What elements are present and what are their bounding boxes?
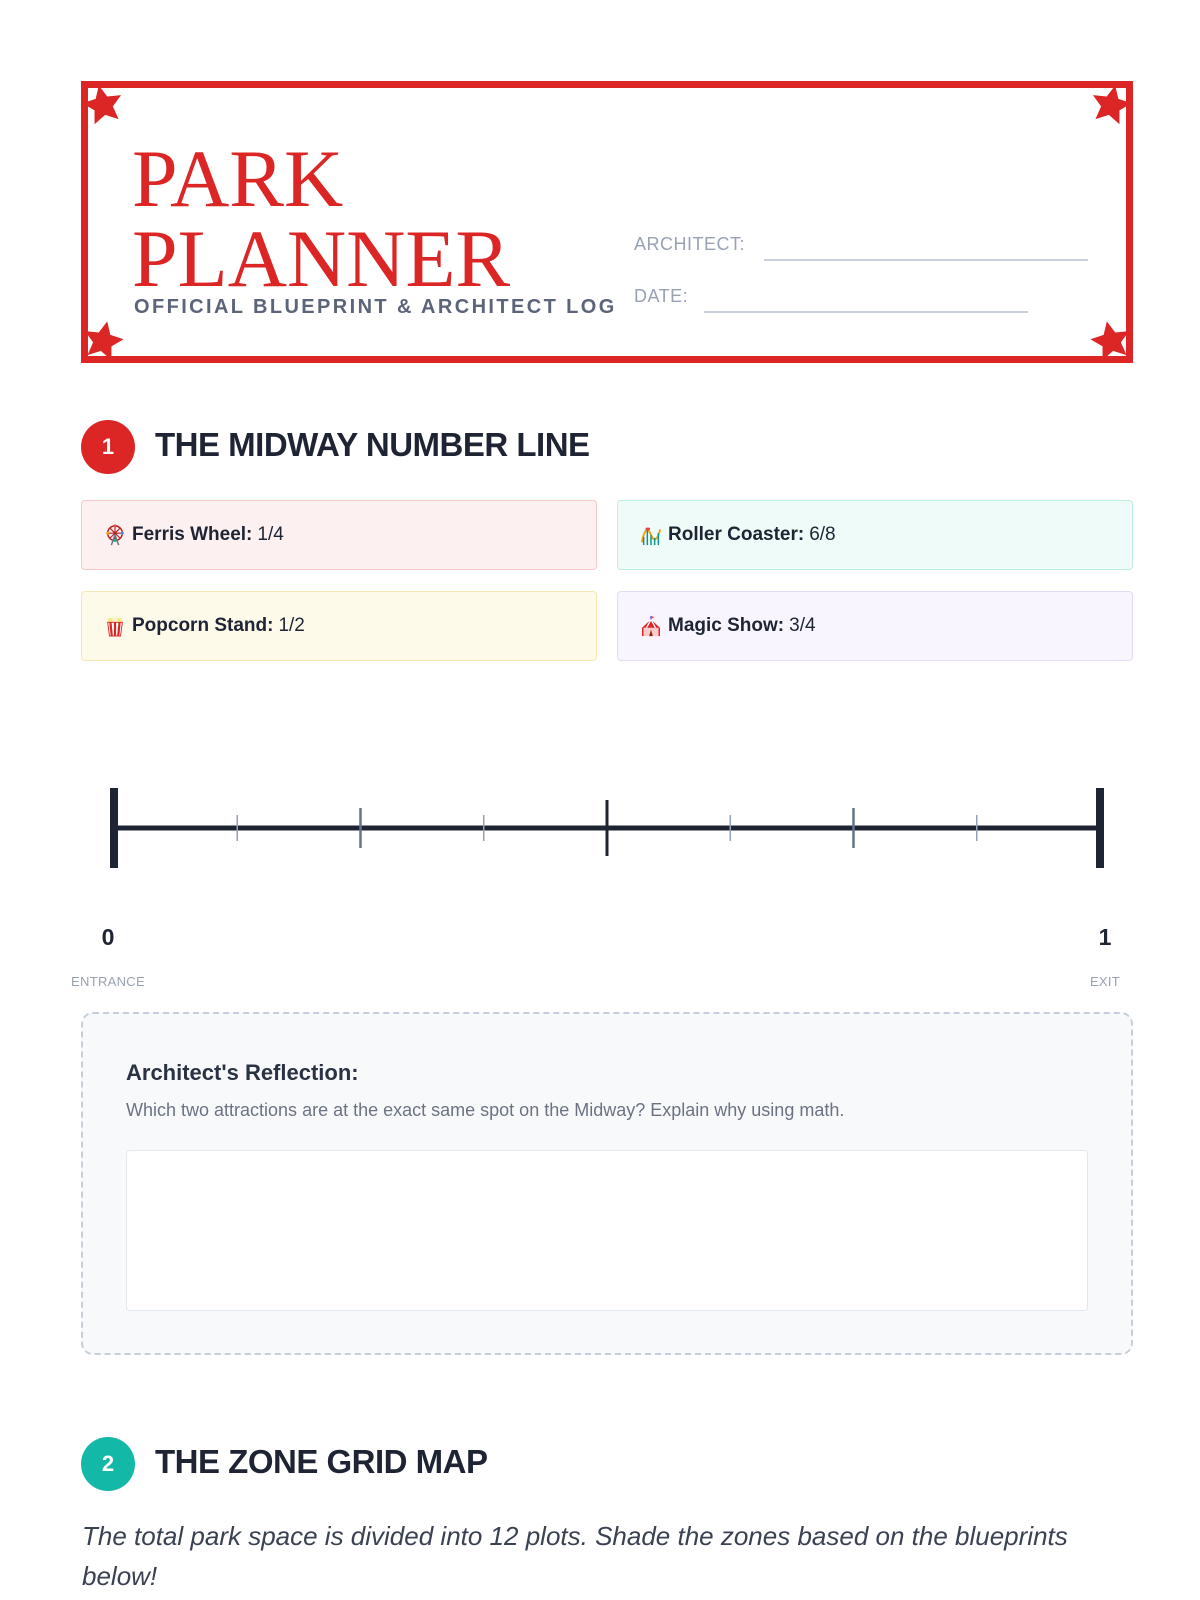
attraction-value: 3/4 [789,615,816,636]
ferris-wheel-icon [104,524,126,546]
date-field[interactable] [704,311,1028,313]
roller-coaster-icon [640,524,662,546]
attraction-value: 1/2 [278,615,305,636]
reflection-prompt: Which two attractions are at the exact same spot on the Midway? Explain why using math. [126,1100,845,1120]
star-icon [76,314,131,369]
section-1-title: THE MIDWAY NUMBER LINE [155,426,590,463]
attraction-value: 6/8 [809,524,836,545]
section-2-title: THE ZONE GRID MAP [155,1443,488,1480]
number-line-start-label: 0 [101,924,115,950]
star-icon [76,78,131,133]
attraction-value: 1/4 [257,524,284,545]
section-1-badge: 1 [81,420,135,474]
attraction-card-popcorn-stand [81,591,597,661]
page-subtitle: OFFICIAL BLUEPRINT & ARCHITECT LOG [134,296,617,318]
popcorn-icon [104,615,126,637]
reflection-answer-field[interactable] [126,1150,1088,1311]
architect-field[interactable] [764,259,1088,261]
page-title-line-1: PARK [132,133,344,224]
entrance-caption: ENTRANCE [71,974,145,989]
attraction-card-magic-show [617,591,1133,661]
attraction-card-ferris-wheel [81,500,597,570]
reflection-box [81,1012,1133,1355]
star-icon [1084,78,1139,133]
circus-tent-icon [640,615,662,637]
attraction-card-roller-coaster [617,500,1133,570]
attraction-name: Roller Coaster: [668,524,805,545]
number-line-end-label: 1 [1098,924,1112,950]
attraction-name: Magic Show: [668,615,785,636]
page-title-line-2: PLANNER [132,213,511,304]
section-2-intro: The total park space is divided into 12 plots. Shade the zones based on the blueprints below! [82,1521,1068,1591]
attraction-name: Ferris Wheel: [132,524,253,545]
date-label: DATE: [634,286,689,306]
reflection-title: Architect's Reflection: [126,1060,359,1085]
section-2-badge: 2 [81,1437,135,1491]
header-card [81,81,1133,363]
attraction-name: Popcorn Stand: [132,615,274,636]
architect-label: ARCHITECT: [634,234,746,254]
star-icon [1084,314,1139,369]
midway-number-line [0,760,1200,880]
exit-caption: EXIT [1089,974,1121,989]
